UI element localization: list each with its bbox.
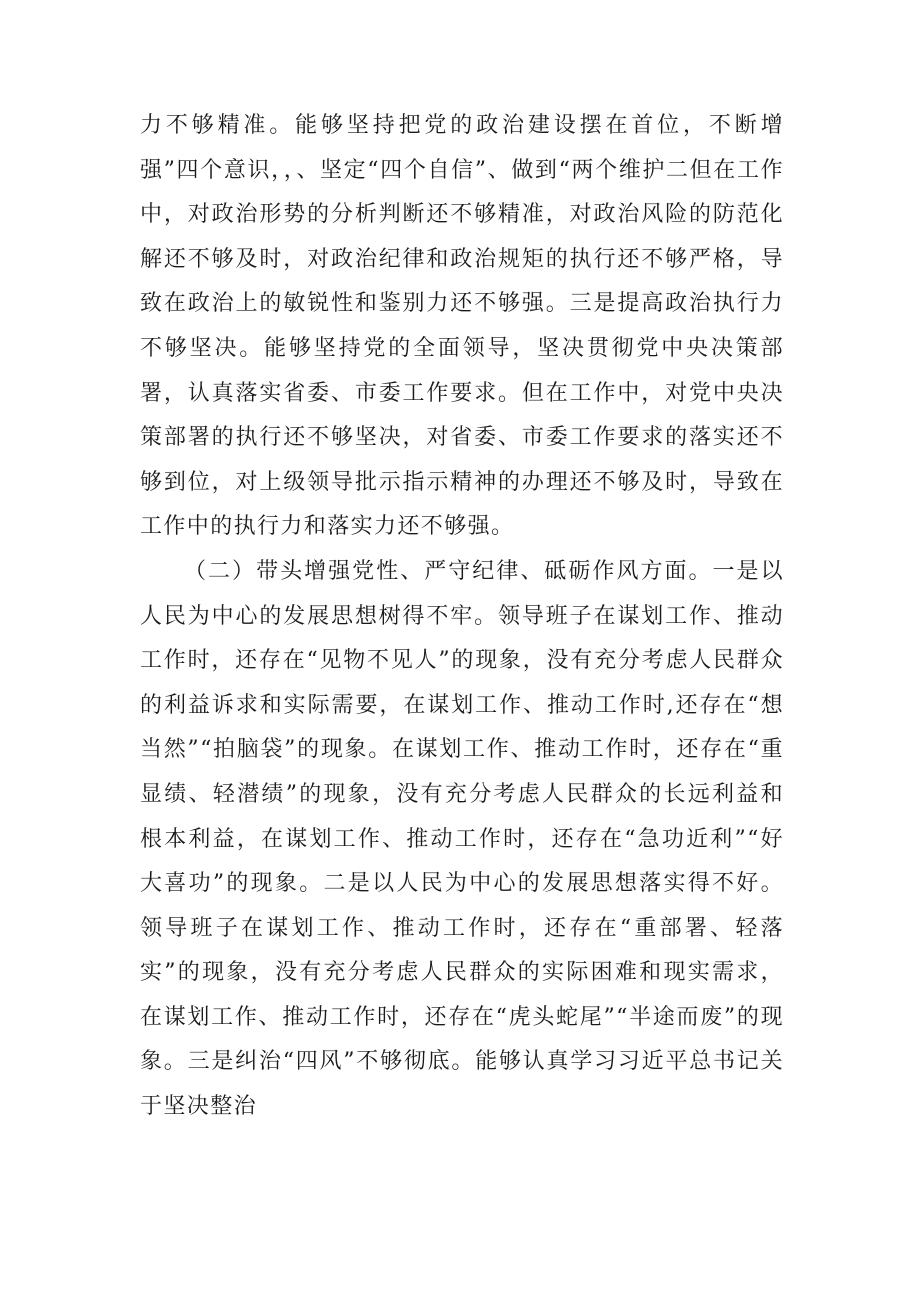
document-body [140, 104, 784, 1130]
paragraph-section-two: （二）带头增强党性、严守纪律、砥砺作风方面。一是以人民为中心的发展思想树得不牢。领导班子在谋划工作、推动工作时，还存在“见物不见人”的现象，没有充分考虑人民群众的利益诉求和实际需要，在谋划工作、推动工作时,还存在“想当然”“拍脑袋”的现象。在谋划工作、推动工作时，还存在“重显绩、轻潜绩”的现象，没有充分考虑人民群众的长远利益和根本利益，在谋划工作、推动工作时，还存在“急功近利”“好大喜功”的现象。二是以人民为中心的发展思想落实得不好。领导班子在谋划工作、推动工作时，还存在“重部署、轻落实”的现象，没有充分考虑人民群众的实际困难和现实需求，在谋划工作、推动工作时，还存在“虎头蛇尾”“半途而废”的现象。三是纠治“四风”不够彻底。能够认真学习习近平总书记关于坚决整治 [140, 558, 784, 1120]
paragraph-continuation: 力不够精准。能够坚持把党的政治建设摆在首位，不断增强”四个意识，，、坚定“四个自信”、做到“两个维护二但在工作中，对政治形势的分析判断还不够精准，对政治风险的防范化解还不够及时，对政治纪律和政治规矩的执行还不够严格，导致在政治上的敏锐性和鉴别力还不够强。三是提高政治执行力不够坚决。能够坚持党的全面领导，坚决贯彻党中央决策部署，认真落实省委、市委工作要求。但在工作中，对党中央决策部署的执行还不够坚决，对省委、市委工作要求的落实还不够到位，对上级领导批示指示精神的办理还不够及时，导致在工作中的执行力和落实力还不够强。 [140, 113, 784, 540]
